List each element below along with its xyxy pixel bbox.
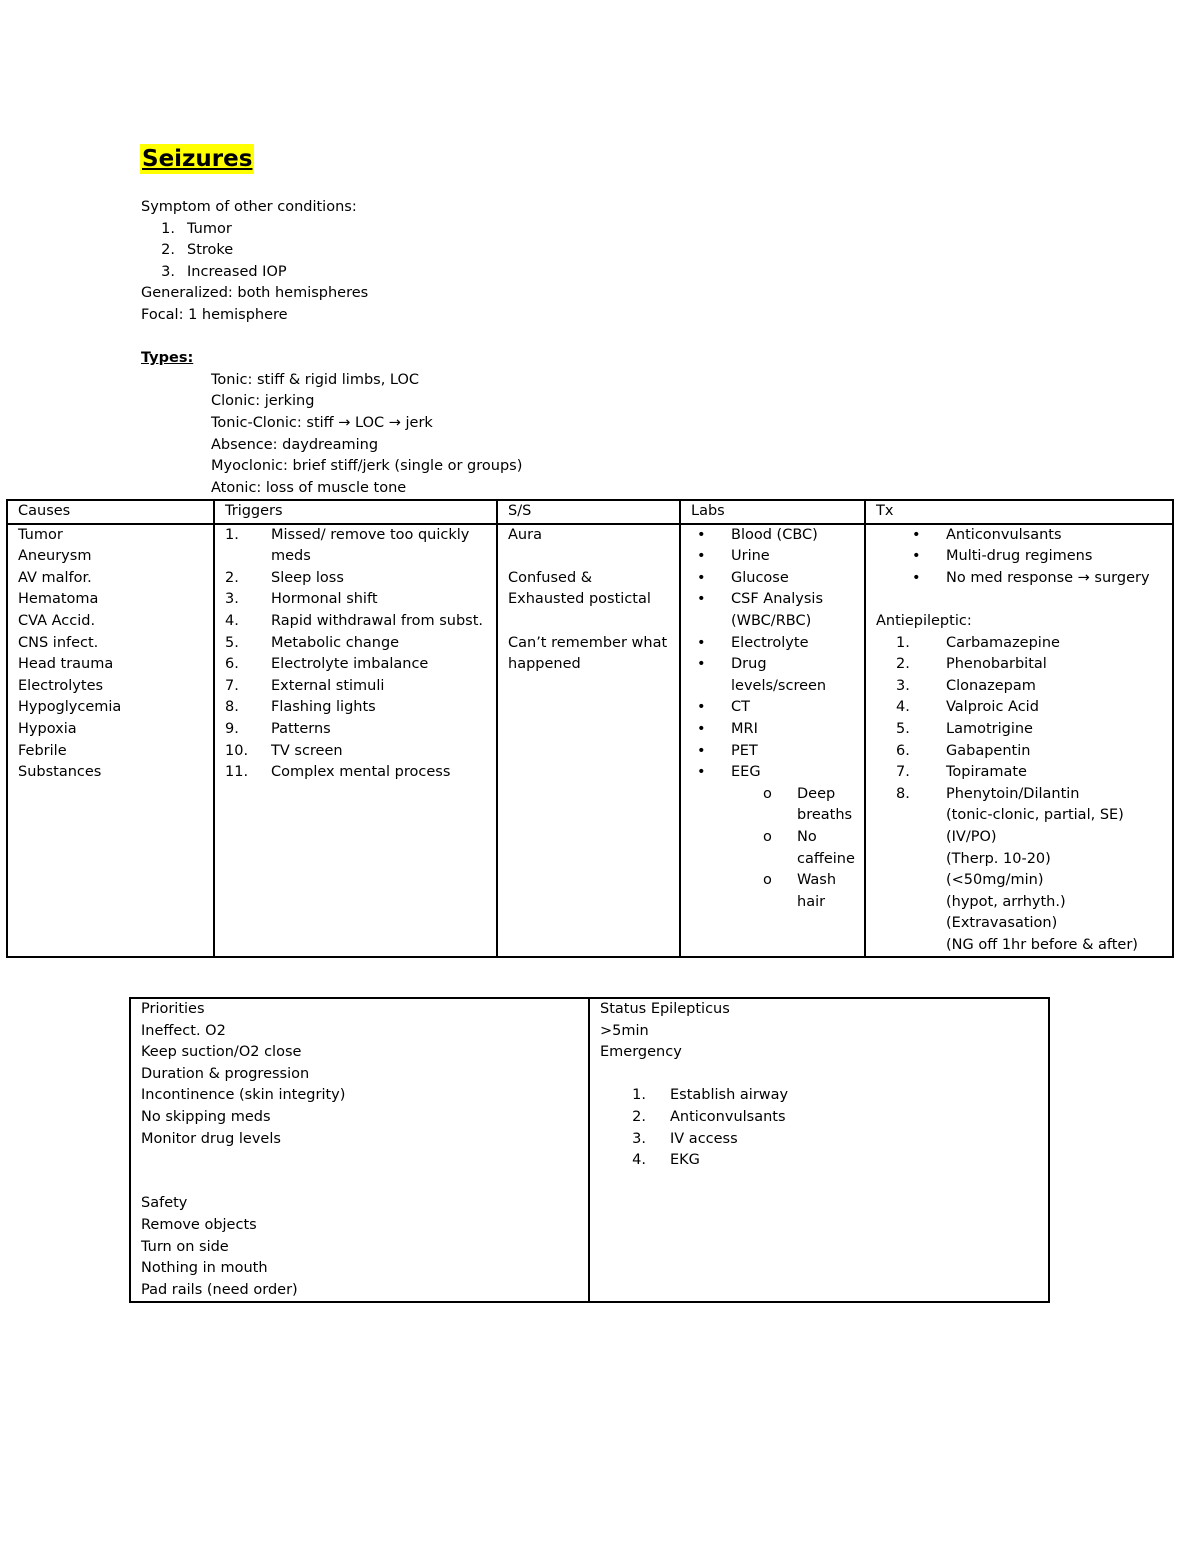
circle-bullet-icon: o [763, 828, 772, 845]
item-text: CSF Analysis (WBC/RBC) [731, 591, 824, 629]
item-text: Increased IOP [187, 263, 287, 280]
item-number: 1. [161, 220, 175, 237]
list-item [225, 697, 486, 719]
list-item [225, 611, 486, 633]
list-item: Monitor drug levels [141, 1130, 281, 1147]
list-item [763, 827, 854, 870]
item-text: PET [731, 742, 758, 759]
item-text: TV screen [271, 742, 343, 759]
list-item [610, 1085, 1038, 1107]
list-item [691, 654, 854, 697]
list-item [691, 589, 854, 632]
item-text: Clonazepam [946, 677, 1036, 694]
list-item [691, 762, 854, 784]
list-item [225, 633, 486, 655]
table-row [7, 524, 1173, 958]
list-item [906, 546, 1162, 568]
list-item: Pad rails (need order) [141, 1281, 298, 1298]
item-text: Valproic Acid [946, 699, 1039, 716]
list-item: Atonic: loss of muscle tone [211, 479, 407, 496]
list-item: Clonic: jerking [211, 393, 315, 410]
list-item [896, 719, 1162, 741]
list-item [763, 784, 854, 827]
types-heading: Types: [141, 350, 194, 367]
list-item [896, 784, 1162, 957]
list-item [691, 633, 854, 655]
item-text: Metabolic change [271, 634, 400, 651]
list-item: Ineffect. O2 [141, 1022, 226, 1039]
item-number: 3. [225, 591, 239, 608]
antiepileptic-list [876, 633, 1162, 957]
item-text: Carbamazepine [946, 634, 1060, 651]
phenytoin-note: (Therp. 10-20) [946, 850, 1051, 867]
item-text: Missed/ remove too quickly meds [271, 526, 470, 565]
list-item: Keep suction/O2 close [141, 1044, 302, 1061]
bullet-icon: • [697, 656, 706, 673]
ss-confused: Confused & Exhausted postictal [508, 569, 651, 608]
item-number: 10. [225, 742, 249, 759]
list-item [896, 676, 1162, 698]
item-number: 8. [896, 785, 910, 802]
list-item [896, 741, 1162, 763]
bullet-icon: • [912, 569, 921, 586]
item-text: No caffeine [797, 828, 855, 867]
bullet-icon: • [912, 548, 921, 565]
list-item [691, 719, 854, 741]
focal-text: Focal: 1 hemisphere [141, 306, 288, 323]
item-number: 3. [896, 677, 910, 694]
list-item: Aneurysm [18, 548, 92, 565]
bullet-icon: • [697, 569, 706, 586]
antiepileptic-label: Antiepileptic: [876, 612, 972, 629]
item-number: 6. [896, 742, 910, 759]
list-item [610, 1150, 1038, 1172]
item-text: Anticonvulsants [946, 526, 1062, 543]
item-text: No med response → surgery [946, 569, 1150, 586]
list-item: Hypoglycemia [18, 699, 122, 716]
list-item: Head trauma [18, 656, 114, 673]
item-text: Sleep loss [271, 569, 344, 586]
list-item [225, 762, 486, 784]
triggers-cell [214, 524, 497, 958]
item-text: Tumor [187, 220, 232, 237]
item-text: Multi-drug regimens [946, 548, 1093, 565]
eeg-sublist [691, 784, 854, 914]
item-number: 2. [225, 569, 239, 586]
table-header-row [7, 500, 1173, 524]
list-item [763, 870, 854, 913]
item-text: Topiramate [946, 764, 1027, 781]
list-item [691, 741, 854, 763]
list-item [896, 762, 1162, 784]
item-number: 4. [632, 1152, 646, 1169]
list-item [141, 240, 522, 262]
item-text: EKG [670, 1152, 700, 1169]
list-item [610, 1129, 1038, 1151]
item-text: EEG [731, 764, 761, 781]
item-text: Glucose [731, 569, 789, 586]
list-item: Febrile [18, 742, 67, 759]
labs-cell [680, 524, 865, 958]
care-table [129, 997, 1050, 1303]
item-text: CT [731, 699, 750, 716]
list-item [225, 654, 486, 676]
item-number: 6. [225, 656, 239, 673]
triggers-list [225, 525, 486, 784]
item-number: 1. [225, 526, 239, 543]
item-text: Wash hair [797, 872, 837, 910]
list-item: No skipping meds [141, 1108, 271, 1125]
status-epilepticus-cell [589, 998, 1049, 1302]
safety-label: Safety [141, 1195, 188, 1212]
tx-cell [865, 524, 1173, 958]
list-item [691, 546, 854, 568]
bullet-icon: • [697, 591, 706, 608]
item-number: 4. [225, 612, 239, 629]
list-item [225, 568, 486, 590]
bullet-icon: • [697, 548, 706, 565]
types-list [141, 370, 522, 500]
item-number: 1. [632, 1087, 646, 1104]
item-number: 7. [896, 764, 910, 781]
item-text: Anticonvulsants [670, 1108, 786, 1125]
page-title: Seizures [142, 146, 253, 172]
header-triggers: Triggers [214, 500, 497, 524]
item-number: 2. [896, 656, 910, 673]
bullet-icon: • [912, 526, 921, 543]
item-text [946, 784, 1162, 957]
list-item: Tonic: stiff & rigid limbs, LOC [211, 371, 420, 388]
item-text: Flashing lights [271, 699, 376, 716]
phenytoin-note: (<50mg/min) [946, 872, 1044, 889]
status-label: Status Epilepticus [600, 1001, 730, 1017]
ss-cant-remember: Can’t remember what happened [508, 634, 668, 673]
list-item [691, 697, 854, 719]
item-text: Stroke [187, 242, 234, 259]
item-text: Complex mental process [271, 764, 451, 781]
header-labs: Labs [680, 500, 865, 524]
item-text: Electrolyte [731, 634, 809, 651]
item-text: Hormonal shift [271, 591, 378, 608]
bullet-icon: • [697, 526, 706, 543]
list-item: CNS infect. [18, 634, 99, 651]
item-text: IV access [670, 1130, 738, 1147]
phenytoin-note: (NG off 1hr before & after) [946, 936, 1138, 953]
item-number: 7. [225, 677, 239, 694]
list-item [906, 525, 1162, 547]
status-emergency: Emergency [600, 1044, 682, 1061]
item-number: 2. [632, 1108, 646, 1125]
circle-bullet-icon: o [763, 785, 772, 802]
list-item: Nothing in mouth [141, 1260, 268, 1277]
ss-aura: Aura [508, 526, 542, 543]
phenytoin-note: (Extravasation) [946, 915, 1058, 932]
bullet-icon: • [697, 742, 706, 759]
list-item: Absence: daydreaming [211, 436, 379, 453]
list-item [896, 654, 1162, 676]
item-number: 8. [225, 699, 239, 716]
list-item: Hypoxia [18, 720, 77, 737]
item-text: Establish airway [670, 1087, 789, 1104]
status-steps-list [600, 1085, 1038, 1171]
item-number: 4. [896, 699, 910, 716]
list-item [141, 262, 522, 284]
priorities-cell [130, 998, 589, 1302]
item-text: External stimuli [271, 677, 385, 694]
list-item: CVA Accid. [18, 612, 96, 629]
list-item: Hematoma [18, 591, 99, 608]
list-item [225, 589, 486, 611]
bullet-icon: • [697, 634, 706, 651]
item-text: MRI [731, 720, 758, 737]
item-number: 3. [632, 1130, 646, 1147]
list-item [225, 741, 486, 763]
header-tx: Tx [865, 500, 1173, 524]
status-time: >5min [600, 1022, 649, 1039]
item-text: Patterns [271, 720, 331, 737]
list-item [225, 719, 486, 741]
list-item: Electrolytes [18, 677, 104, 694]
circle-bullet-icon: o [763, 872, 772, 889]
bullet-icon: • [697, 720, 706, 737]
labs-list [691, 525, 854, 784]
item-text: Rapid withdrawal from subst. [271, 612, 484, 629]
priorities-label: Priorities [141, 1001, 205, 1017]
item-number: 9. [225, 720, 239, 737]
conditions-list [141, 219, 522, 284]
list-item: AV malfor. [18, 569, 92, 586]
list-item: Myoclonic: brief stiff/jerk (single or groups) [211, 458, 523, 475]
item-number: 2. [161, 242, 175, 259]
item-number: 11. [225, 764, 249, 781]
bullet-icon: • [697, 764, 706, 781]
symptom-label: Symptom of other conditions: [141, 199, 357, 215]
list-item [896, 633, 1162, 655]
list-item: Remove objects [141, 1216, 257, 1233]
list-item [691, 525, 854, 547]
ss-cell [497, 524, 680, 958]
item-number: 5. [225, 634, 239, 651]
causes-cell [7, 524, 214, 958]
list-item [141, 219, 522, 241]
item-number: 1. [896, 634, 910, 651]
list-item [691, 568, 854, 590]
phenytoin-note: (hypot, arrhyth.) [946, 893, 1066, 910]
list-item: Incontinence (skin integrity) [141, 1087, 346, 1104]
list-item [906, 568, 1162, 590]
table-row [130, 998, 1049, 1302]
phenytoin-name: Phenytoin/Dilantin [946, 785, 1080, 802]
item-text: Drug levels/screen [731, 656, 827, 694]
list-item [225, 525, 486, 568]
list-item [896, 697, 1162, 719]
item-number: 3. [161, 263, 175, 280]
phenytoin-note: (tonic-clonic, partial, SE) [946, 807, 1124, 824]
item-text: Phenobarbital [946, 656, 1047, 673]
list-item [225, 676, 486, 698]
item-text: Lamotrigine [946, 720, 1033, 737]
item-text: Blood (CBC) [731, 526, 818, 543]
item-text: Urine [731, 548, 770, 565]
intro-section [141, 197, 522, 499]
generalized-text: Generalized: both hemispheres [141, 285, 369, 302]
list-item: Turn on side [141, 1238, 229, 1255]
list-item: Duration & progression [141, 1065, 310, 1082]
header-ss: S/S [497, 500, 680, 524]
seizure-table [6, 499, 1174, 958]
item-number: 5. [896, 720, 910, 737]
bullet-icon: • [697, 699, 706, 716]
item-text: Gabapentin [946, 742, 1031, 759]
item-text: Deep breaths [797, 785, 853, 824]
phenytoin-note: (IV/PO) [946, 828, 997, 845]
list-item [610, 1107, 1038, 1129]
item-text: Electrolyte imbalance [271, 656, 429, 673]
list-item: Substances [18, 764, 102, 781]
tx-bullets [876, 525, 1162, 590]
list-item: Tonic-Clonic: stiff → LOC → jerk [211, 414, 433, 431]
list-item: Tumor [18, 526, 63, 543]
header-causes: Causes [7, 500, 214, 524]
